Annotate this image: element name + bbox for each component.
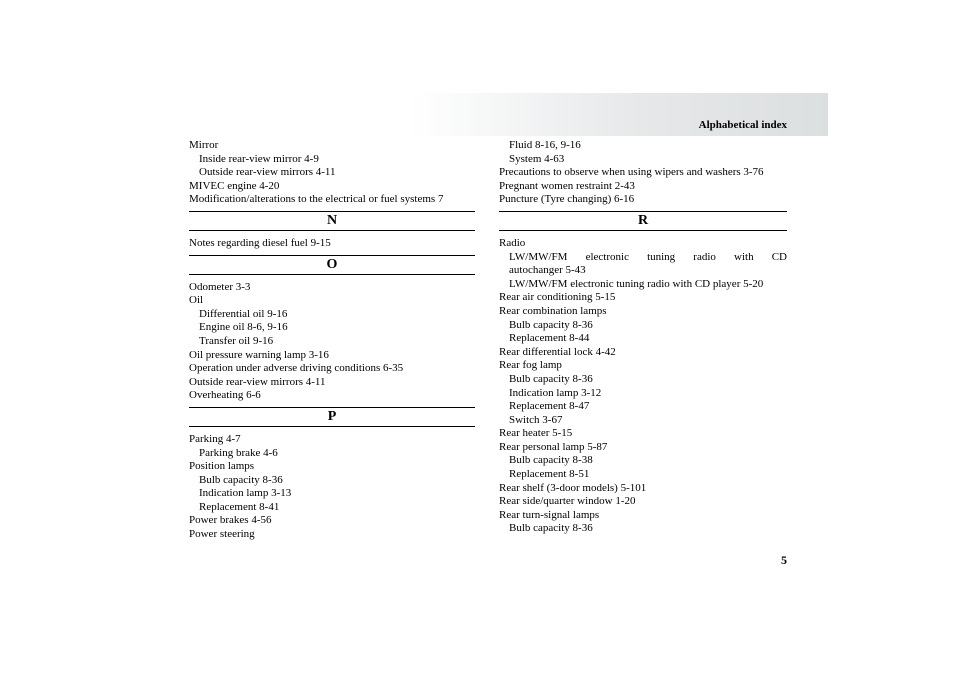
entries-group [189, 433, 475, 542]
index-entry: Oil [189, 294, 204, 307]
index-entry: Rear personal lamp 5-87 [499, 440, 608, 453]
index-entry: Rear differential lock 4-42 [499, 345, 616, 358]
index-subentry: Indication lamp 3-13 [199, 487, 292, 500]
index-subentry: autochanger 5-43 [509, 264, 586, 277]
index-subentry: Bulb capacity 8-36 [509, 318, 593, 331]
index-subentry: Differential oil 9-16 [199, 307, 288, 320]
index-subentry: Bulb capacity 8-36 [199, 473, 283, 486]
index-subentry: Outside rear-view mirrors 4-11 [199, 166, 336, 179]
entries-group [499, 237, 787, 536]
index-entry: Oil pressure warning lamp 3-16 [189, 348, 329, 361]
section-heading-o: O [189, 255, 475, 275]
entries-group [189, 281, 475, 403]
page-header-title: Alphabetical index [698, 119, 787, 131]
index-entry: Puncture (Tyre changing) 6-16 [499, 193, 635, 206]
index-column-left [189, 139, 475, 542]
index-entry: Rear combination lamps [499, 304, 607, 317]
index-entry: Modification/alterations to the electrical or fuel systems 7 [189, 193, 444, 206]
index-entry: Precautions to observe when using wipers and washers 3-76 [499, 166, 764, 179]
index-entry: Rear air conditioning 5-15 [499, 291, 616, 304]
index-entry: Position lamps [189, 460, 255, 473]
index-entry: MIVEC engine 4-20 [189, 179, 280, 192]
index-entry: Overheating 6-6 [189, 389, 261, 402]
index-entry: Pregnant women restraint 2-43 [499, 179, 635, 192]
index-entry: Notes regarding diesel fuel 9-15 [189, 236, 331, 249]
entries-group [189, 139, 475, 207]
index-subentry: Engine oil 8-6, 9-16 [199, 321, 288, 334]
index-entry: Rear side/quarter window 1-20 [499, 495, 636, 508]
index-entry: Power brakes 4-56 [189, 514, 272, 527]
index-subentry: Bulb capacity 8-36 [509, 372, 593, 385]
index-entry: Radio [499, 236, 526, 249]
index-entry: Rear shelf (3-door models) 5-101 [499, 481, 647, 494]
index-entry: Outside rear-view mirrors 4-11 [189, 375, 326, 388]
index-entry: Mirror [189, 139, 219, 151]
index-entry: Rear heater 5-15 [499, 427, 573, 440]
index-entry: Power steering [189, 528, 255, 541]
index-subentry: Inside rear-view mirror 4-9 [199, 152, 319, 165]
index-subentry: Replacement 8-51 [509, 468, 590, 481]
index-subentry: Switch 3-67 [509, 413, 563, 426]
index-subentry: Indication lamp 3-12 [509, 386, 602, 399]
entries-group [499, 139, 787, 207]
index-column-right [499, 139, 787, 536]
section-heading-r: R [499, 211, 787, 231]
index-entry: Parking 4-7 [189, 432, 241, 445]
index-subentry: Bulb capacity 8-36 [509, 522, 593, 535]
index-subentry: Transfer oil 9-16 [199, 334, 274, 347]
index-entry: Odometer 3-3 [189, 280, 251, 293]
section-heading-p: P [189, 407, 475, 427]
index-subentry: System 4-63 [509, 152, 565, 165]
index-subentry: Replacement 8-47 [509, 400, 590, 413]
index-subentry: Replacement 8-44 [509, 332, 590, 345]
page-number: 5 [781, 553, 787, 567]
entries-group [189, 237, 475, 251]
index-subentry: LW/MW/FM electronic tuning radio with CD [509, 250, 787, 263]
index-subentry: Fluid 8-16, 9-16 [509, 139, 581, 151]
index-entry: Operation under adverse driving conditions 6-35 [189, 362, 404, 375]
index-entry: Rear fog lamp [499, 359, 562, 372]
index-subentry: Parking brake 4-6 [199, 446, 278, 459]
index-subentry: LW/MW/FM electronic tuning radio with CD player 5-20 [509, 277, 764, 290]
index-entry: Rear turn-signal lamps [499, 508, 600, 521]
section-heading-n: N [189, 211, 475, 231]
index-subentry: Bulb capacity 8-38 [509, 454, 593, 467]
index-subentry: Replacement 8-41 [199, 500, 280, 513]
